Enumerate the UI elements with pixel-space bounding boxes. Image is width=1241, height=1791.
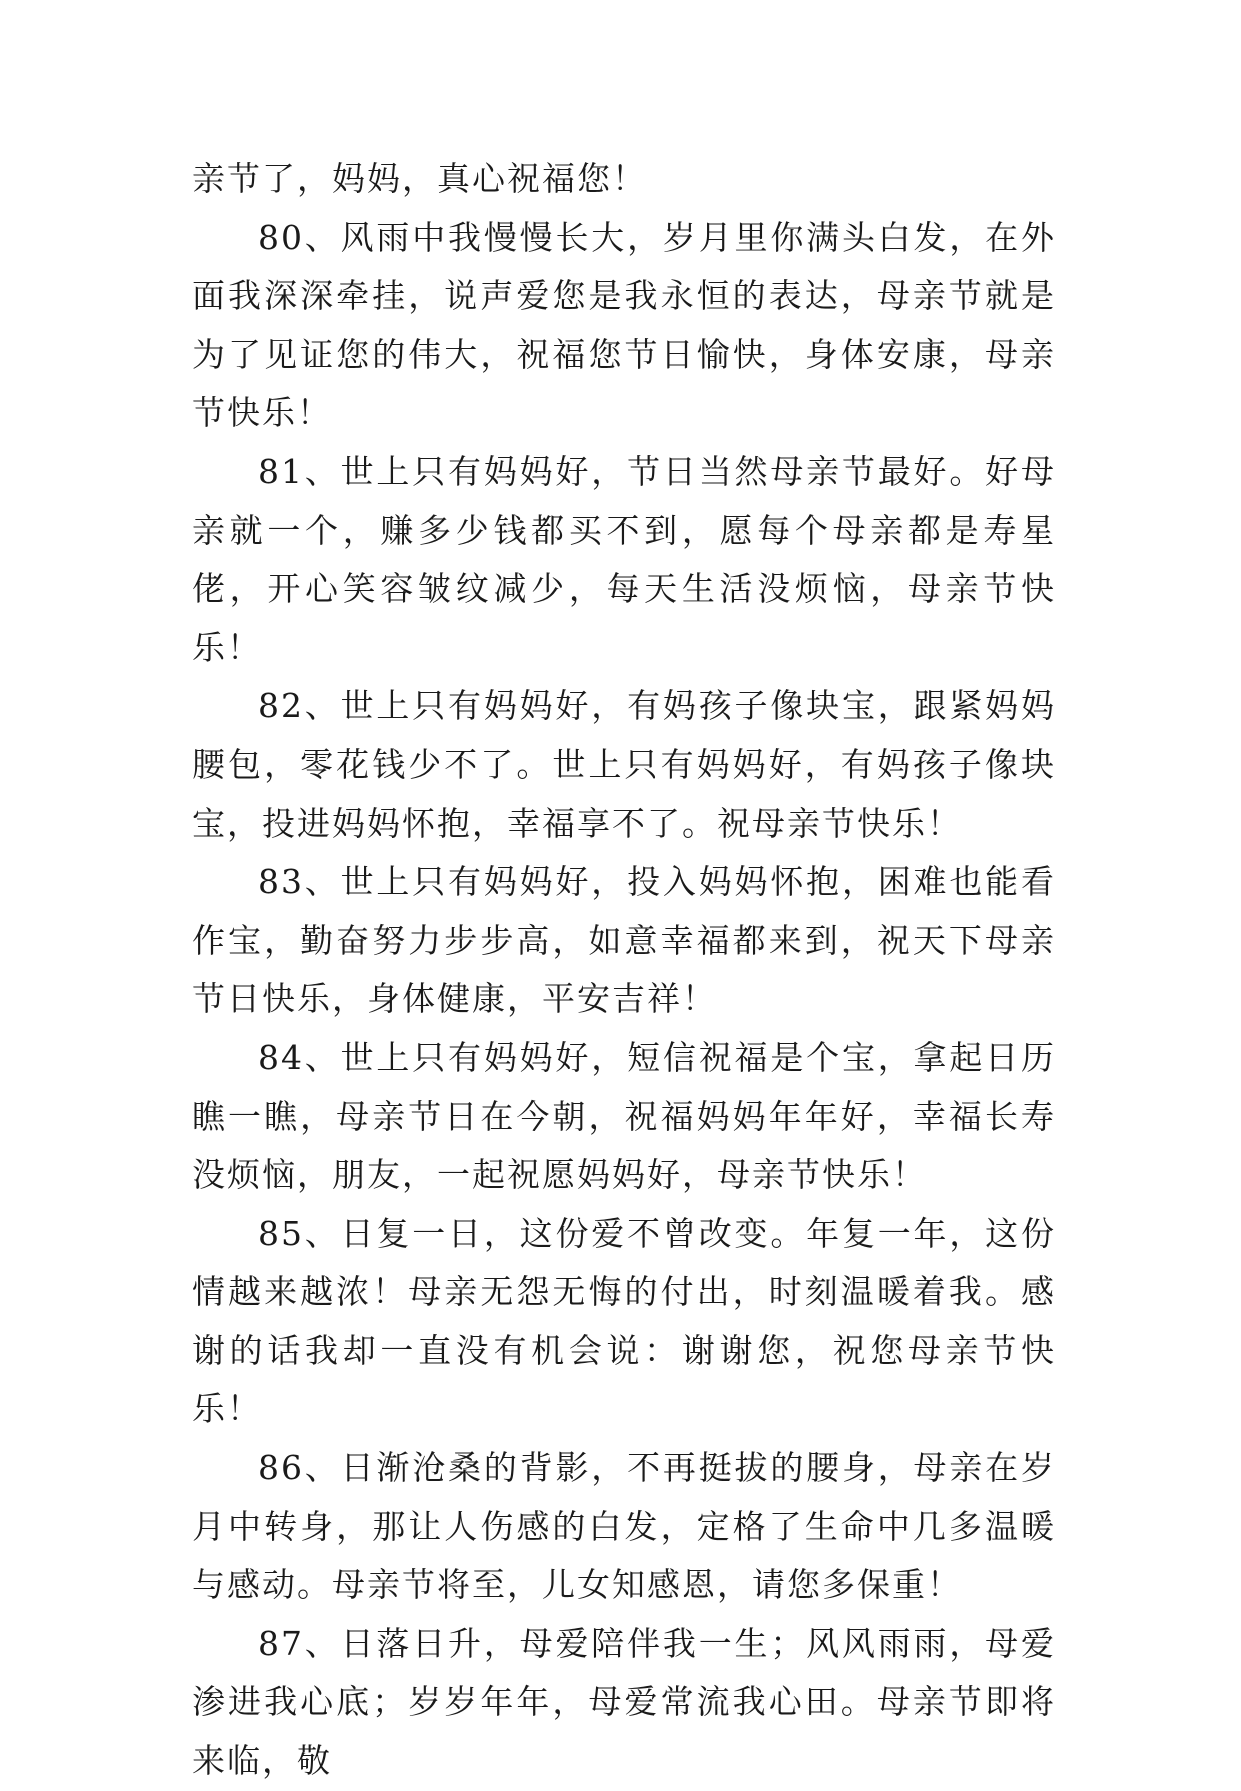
paragraph-81: 81、世上只有妈妈好，节日当然母亲节最好。好母亲就一个，赚多少钱都买不到，愿每个母亲都是寿星佬，开心笑容皱纹减少，每天生活没烦恼，母亲节快乐！ [192, 451, 1056, 667]
paragraph-86: 86、日渐沧桑的背影，不再挺拔的腰身，母亲在岁月中转身，那让人伤感的白发，定格了生命中几多温暖与感动。母亲节将至，儿女知感恩，请您多保重！ [192, 1448, 1056, 1605]
document-body [192, 150, 1056, 1791]
paragraph-83: 83、世上只有妈妈好，投入妈妈怀抱，困难也能看作宝，勤奋努力步步高，如意幸福都来到，祝天下母亲节日快乐，身体健康，平安吉祥！ [192, 862, 1056, 1019]
paragraph-82: 82、世上只有妈妈好，有妈孩子像块宝，跟紧妈妈腰包，零花钱少不了。世上只有妈妈好，有妈孩子像块宝，投进妈妈怀抱，幸福享不了。祝母亲节快乐！ [192, 686, 1056, 843]
paragraph-85: 85、日复一日，这份爱不曾改变。年复一年，这份情越来越浓！母亲无怨无悔的付出，时刻温暖着我。感谢的话我却一直没有机会说：谢谢您，祝您母亲节快乐！ [192, 1213, 1056, 1429]
paragraph-continuation: 亲节了，妈妈，真心祝福您！ [192, 159, 647, 198]
paragraph-87: 87、日落日升，母爱陪伴我一生；风风雨雨，母爱渗进我心底；岁岁年年，母爱常流我心田。母亲节即将来临，敬 [192, 1623, 1056, 1781]
paragraph-84: 84、世上只有妈妈好，短信祝福是个宝，拿起日历瞧一瞧，母亲节日在今朝，祝福妈妈年年好，幸福长寿没烦恼，朋友，一起祝愿妈妈好，母亲节快乐！ [192, 1037, 1056, 1195]
paragraph-80: 80、风雨中我慢慢长大，岁月里你满头白发，在外面我深深牵挂，说声爱您是我永恒的表达，母亲节就是为了见证您的伟大，祝福您节日愉快，身体安康，母亲节快乐！ [192, 217, 1056, 433]
